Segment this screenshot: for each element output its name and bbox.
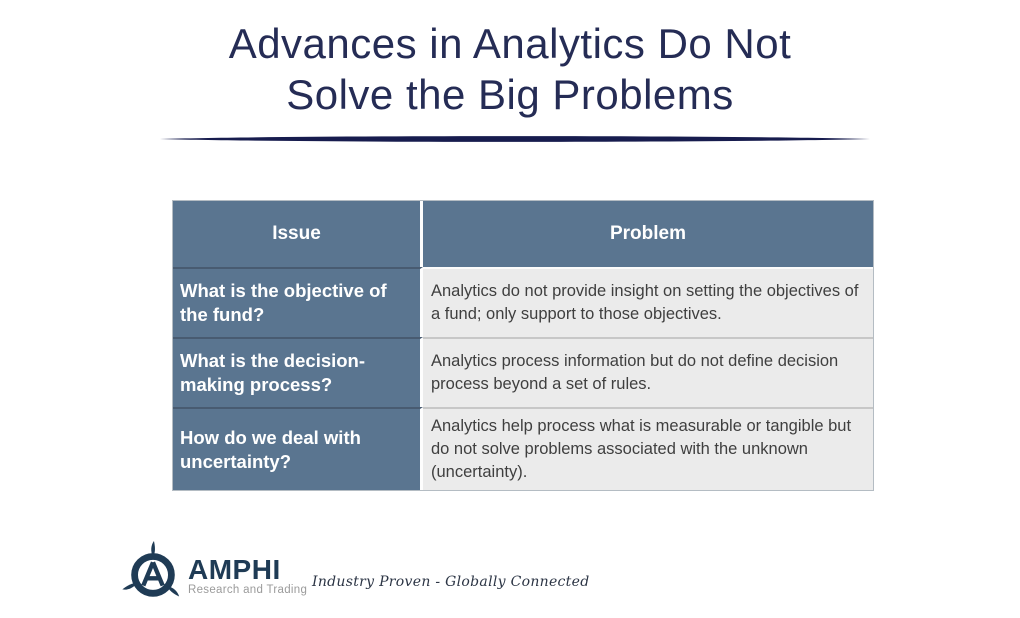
issue-cell: How do we deal with uncertainty? bbox=[173, 407, 423, 490]
slide-title bbox=[0, 18, 1020, 120]
table-row bbox=[173, 407, 873, 490]
slide-title-line1: Advances in Analytics Do Not bbox=[228, 20, 792, 67]
amphi-logo bbox=[122, 541, 307, 603]
amphi-logo-subtitle: Research and Trading bbox=[188, 583, 308, 596]
issue-problem-table bbox=[172, 200, 874, 491]
problem-cell: Analytics process information but do not define decision process beyond a set of rules. bbox=[423, 337, 873, 407]
issue-cell: What is the decision-making process? bbox=[173, 337, 423, 407]
header-issue: Issue bbox=[173, 201, 423, 267]
table-row bbox=[173, 337, 873, 407]
company-tagline: Industry Proven - Globally Connected bbox=[312, 574, 590, 590]
amphi-logo-icon bbox=[122, 541, 184, 603]
problem-cell: Analytics help process what is measurable or tangible but do not solve problems associated with the unknown (uncertainty). bbox=[423, 407, 873, 490]
table-row bbox=[173, 267, 873, 337]
title-divider-line bbox=[160, 133, 870, 145]
amphi-logo-name: AMPHI bbox=[188, 553, 281, 585]
issue-cell: What is the objective of the fund? bbox=[173, 267, 423, 337]
amphi-logo-text bbox=[188, 553, 308, 596]
table-header-row bbox=[173, 201, 873, 267]
header-problem: Problem bbox=[423, 201, 873, 267]
slide-title-line2: Solve the Big Problems bbox=[286, 71, 734, 118]
problem-cell: Analytics do not provide insight on setting the objectives of a fund; only support to those objectives. bbox=[423, 267, 873, 337]
